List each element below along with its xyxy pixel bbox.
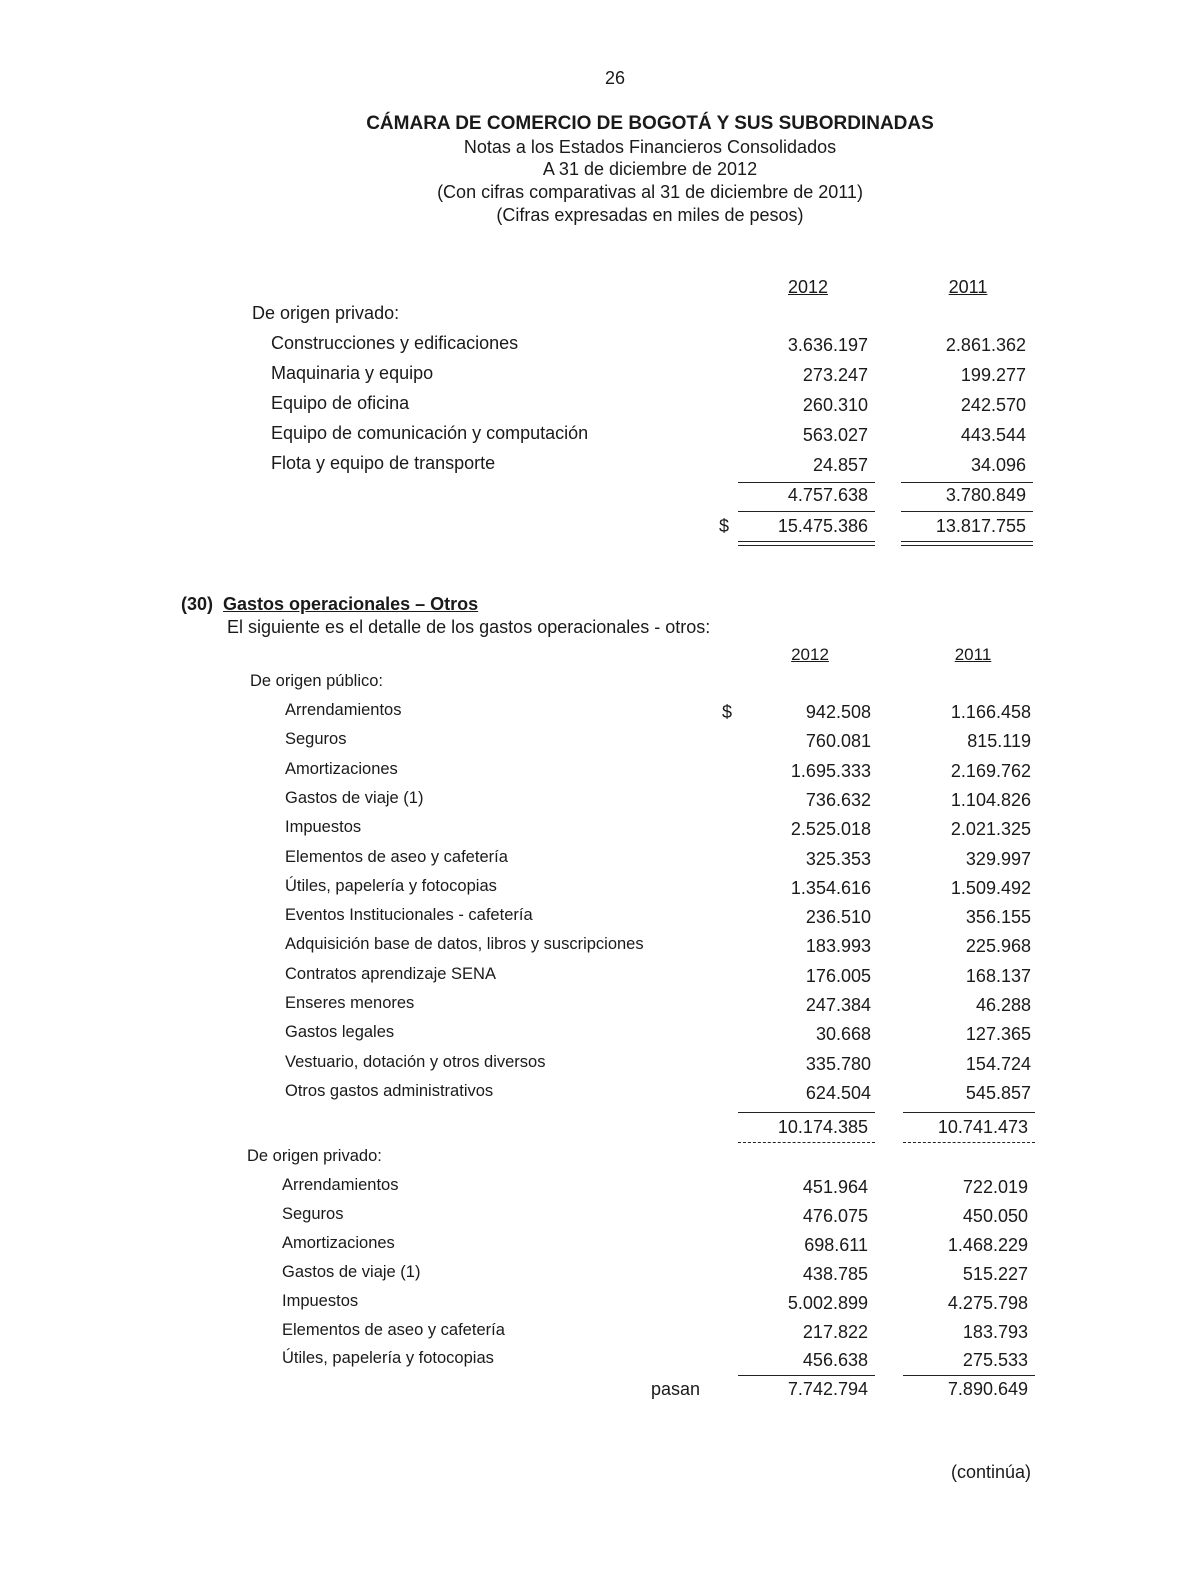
s30-year-2011: 2011 — [954, 645, 992, 664]
s30-public-row-label: Enseres menores — [285, 994, 415, 1012]
s30-public-row-value-2012: 247.384 — [805, 995, 871, 1015]
top-table-row-value-2011: 2.861.362 — [945, 335, 1026, 355]
top-table-row-value-2011: 199.277 — [960, 365, 1026, 385]
report-title: CÁMARA DE COMERCIO DE BOGOTÁ Y SUS SUBORDINADAS — [366, 113, 934, 134]
top-subtotal-rule-2012 — [738, 482, 875, 483]
s30-public-row-value-2012: 325.353 — [805, 848, 871, 869]
s30-public-row-value-2011: 154.724 — [965, 1053, 1031, 1074]
s30-private-row-value-2011: 722.019 — [962, 1177, 1028, 1197]
top-year-2011: 2011 — [948, 277, 988, 297]
top-total-double-rule-2011 — [901, 541, 1033, 546]
s30-carry-label: pasan — [651, 1379, 701, 1399]
s30-private-row-value-2011: 4.275.798 — [947, 1292, 1028, 1313]
s30-private-row-label: Arrendamientos — [282, 1176, 399, 1194]
top-subtotal-2011: 3.780.849 — [945, 485, 1026, 505]
s30-year-2012: 2012 — [791, 645, 829, 664]
s30-public-row-value-2011: 356.155 — [965, 907, 1031, 928]
s30-public-subtotal-underline-2011 — [903, 1142, 1035, 1143]
s30-public-row-label: Elementos de aseo y cafetería — [285, 847, 508, 866]
top-table-row-label: Equipo de comunicación y computación — [271, 423, 589, 443]
page-number: 26 — [604, 68, 626, 88]
s30-private-row-value-2012: 698.611 — [804, 1234, 868, 1255]
s30-public-row-label: Amortizaciones — [285, 759, 398, 778]
top-table-row-value-2012: 260.310 — [802, 395, 868, 415]
top-subtotal-rule-2011 — [901, 482, 1033, 483]
top-table-row-value-2011: 34.096 — [970, 455, 1026, 475]
continues-note: (continúa) — [951, 1462, 1032, 1482]
s30-private-row-value-2011: 450.050 — [962, 1205, 1028, 1226]
report-units-note: (Cifras expresadas en miles de pesos) — [496, 205, 804, 225]
s30-public-row-value-2012: 942.508 — [805, 702, 871, 722]
s30-public-row-value-2011: 46.288 — [975, 995, 1031, 1015]
s30-private-row-label: Útiles, papelería y fotocopias — [282, 1349, 494, 1368]
top-group-label: De origen privado: — [252, 303, 400, 323]
s30-public-row-value-2012: 760.081 — [805, 731, 871, 752]
s30-public-currency: $ — [722, 702, 733, 722]
s30-private-row-value-2012: 451.964 — [802, 1177, 868, 1197]
top-table-row-label: Construcciones y edificaciones — [271, 333, 519, 353]
s30-public-row-label: Eventos Institucionales - cafetería — [285, 906, 533, 925]
s30-public-row-label: Impuestos — [285, 818, 362, 837]
s30-private-row-value-2012: 438.785 — [802, 1263, 868, 1284]
s30-public-row-value-2012: 624.504 — [805, 1082, 871, 1103]
s30-private-row-value-2011: 1.468.229 — [947, 1234, 1028, 1255]
s30-public-subtotal-rule-2011 — [903, 1112, 1035, 1113]
s30-public-row-label: Útiles, papelería y fotocopias — [285, 876, 497, 895]
s30-public-subtotal-2011: 10.741.473 — [937, 1117, 1028, 1137]
s30-public-row-value-2012: 236.510 — [805, 907, 871, 928]
top-table-row-value-2012: 3.636.197 — [787, 335, 868, 355]
s30-public-label: De origen público: — [250, 672, 383, 690]
s30-public-row-value-2012: 335.780 — [805, 1053, 871, 1074]
s30-carry-2011: 7.890.649 — [947, 1379, 1028, 1399]
s30-public-row-value-2012: 1.354.616 — [790, 877, 871, 898]
s30-public-row-label: Gastos legales — [285, 1023, 395, 1042]
report-comparison-note: (Con cifras comparativas al 31 de diciembre de 2011) — [437, 182, 863, 202]
top-table-row-value-2012: 273.247 — [802, 365, 868, 385]
s30-public-row-value-2011: 2.169.762 — [950, 760, 1031, 781]
top-table-row-value-2011: 443.544 — [960, 425, 1026, 445]
s30-public-row-value-2011: 225.968 — [965, 936, 1031, 957]
top-subtotal-2012: 4.757.638 — [787, 485, 868, 505]
s30-public-row-label: Adquisición base de datos, libros y suscripciones — [285, 935, 644, 954]
s30-private-row-value-2011: 275.533 — [962, 1350, 1028, 1371]
s30-public-row-value-2011: 1.509.492 — [950, 877, 1031, 898]
top-total-rule-2011 — [901, 511, 1033, 512]
s30-private-row-label: Elementos de aseo y cafetería — [282, 1320, 505, 1339]
s30-public-row-value-2011: 1.104.826 — [950, 789, 1031, 810]
s30-public-row-label: Arrendamientos — [285, 701, 402, 719]
s30-carry-2012: 7.742.794 — [787, 1379, 868, 1399]
top-table-row-value-2012: 24.857 — [812, 455, 868, 475]
s30-private-row-value-2012: 217.822 — [802, 1321, 868, 1342]
top-total-rule-2012 — [738, 511, 875, 512]
s30-public-row-value-2011: 815.119 — [967, 731, 1031, 752]
s30-public-row-value-2012: 736.632 — [805, 789, 871, 810]
s30-public-row-value-2011: 127.365 — [965, 1024, 1031, 1045]
top-total-2012: 15.475.386 — [777, 516, 868, 536]
s30-public-row-value-2012: 176.005 — [805, 965, 871, 986]
top-total-currency: $ — [719, 516, 730, 536]
top-table-row-label: Flota y equipo de transporte — [271, 453, 496, 473]
s30-private-row-value-2012: 456.638 — [802, 1350, 868, 1371]
s30-private-label: De origen privado: — [247, 1147, 382, 1165]
s30-public-row-label: Vestuario, dotación y otros diversos — [285, 1052, 546, 1071]
s30-public-row-value-2012: 2.525.018 — [790, 819, 871, 840]
report-date: A 31 de diciembre de 2012 — [542, 159, 758, 179]
section-30-number: (30) — [181, 594, 214, 614]
s30-public-row-value-2012: 183.993 — [805, 936, 871, 957]
s30-public-row-value-2011: 2.021.325 — [950, 819, 1031, 840]
top-total-double-rule-2012 — [738, 541, 875, 546]
s30-private-row-label: Seguros — [282, 1204, 344, 1223]
report-subtitle: Notas a los Estados Financieros Consolidados — [463, 137, 837, 157]
s30-private-row-value-2011: 183.793 — [962, 1321, 1028, 1342]
s30-public-subtotal-2012: 10.174.385 — [777, 1117, 868, 1137]
s30-private-row-value-2012: 5.002.899 — [787, 1292, 868, 1313]
s30-private-row-label: Impuestos — [282, 1291, 359, 1310]
s30-private-row-label: Amortizaciones — [282, 1233, 395, 1252]
s30-public-row-label: Gastos de viaje (1) — [285, 788, 424, 807]
top-table-row-value-2012: 563.027 — [802, 425, 868, 445]
s30-public-row-value-2012: 30.668 — [815, 1024, 871, 1045]
s30-private-row-value-2011: 515.227 — [962, 1263, 1028, 1284]
s30-public-row-label: Contratos aprendizaje SENA — [285, 964, 496, 983]
s30-public-row-value-2011: 1.166.458 — [950, 702, 1031, 722]
s30-public-row-value-2011: 168.137 — [965, 965, 1031, 986]
s30-public-subtotal-rule-2012 — [738, 1112, 875, 1113]
s30-carry-rule-2011 — [903, 1375, 1035, 1376]
s30-public-row-label: Seguros — [285, 730, 347, 749]
s30-public-row-value-2012: 1.695.333 — [790, 760, 871, 781]
s30-public-row-value-2011: 545.857 — [965, 1082, 1031, 1103]
s30-private-row-label: Gastos de viaje (1) — [282, 1262, 421, 1281]
top-table-row-label: Equipo de oficina — [271, 393, 410, 413]
section-30-intro: El siguiente es el detalle de los gastos operacionales - otros: — [227, 617, 711, 637]
top-total-2011: 13.817.755 — [935, 516, 1026, 536]
s30-private-row-value-2012: 476.075 — [802, 1205, 868, 1226]
top-year-2012: 2012 — [787, 277, 829, 297]
s30-public-row-value-2011: 329.997 — [965, 848, 1031, 869]
s30-public-subtotal-underline-2012 — [738, 1142, 875, 1143]
s30-public-row-label: Otros gastos administrativos — [285, 1081, 494, 1100]
top-table-row-value-2011: 242.570 — [960, 395, 1026, 415]
section-30-title: Gastos operacionales – Otros — [223, 594, 479, 614]
top-table-row-label: Maquinaria y equipo — [271, 363, 434, 383]
s30-carry-rule-2012 — [738, 1375, 875, 1376]
section-30-heading — [181, 594, 478, 615]
